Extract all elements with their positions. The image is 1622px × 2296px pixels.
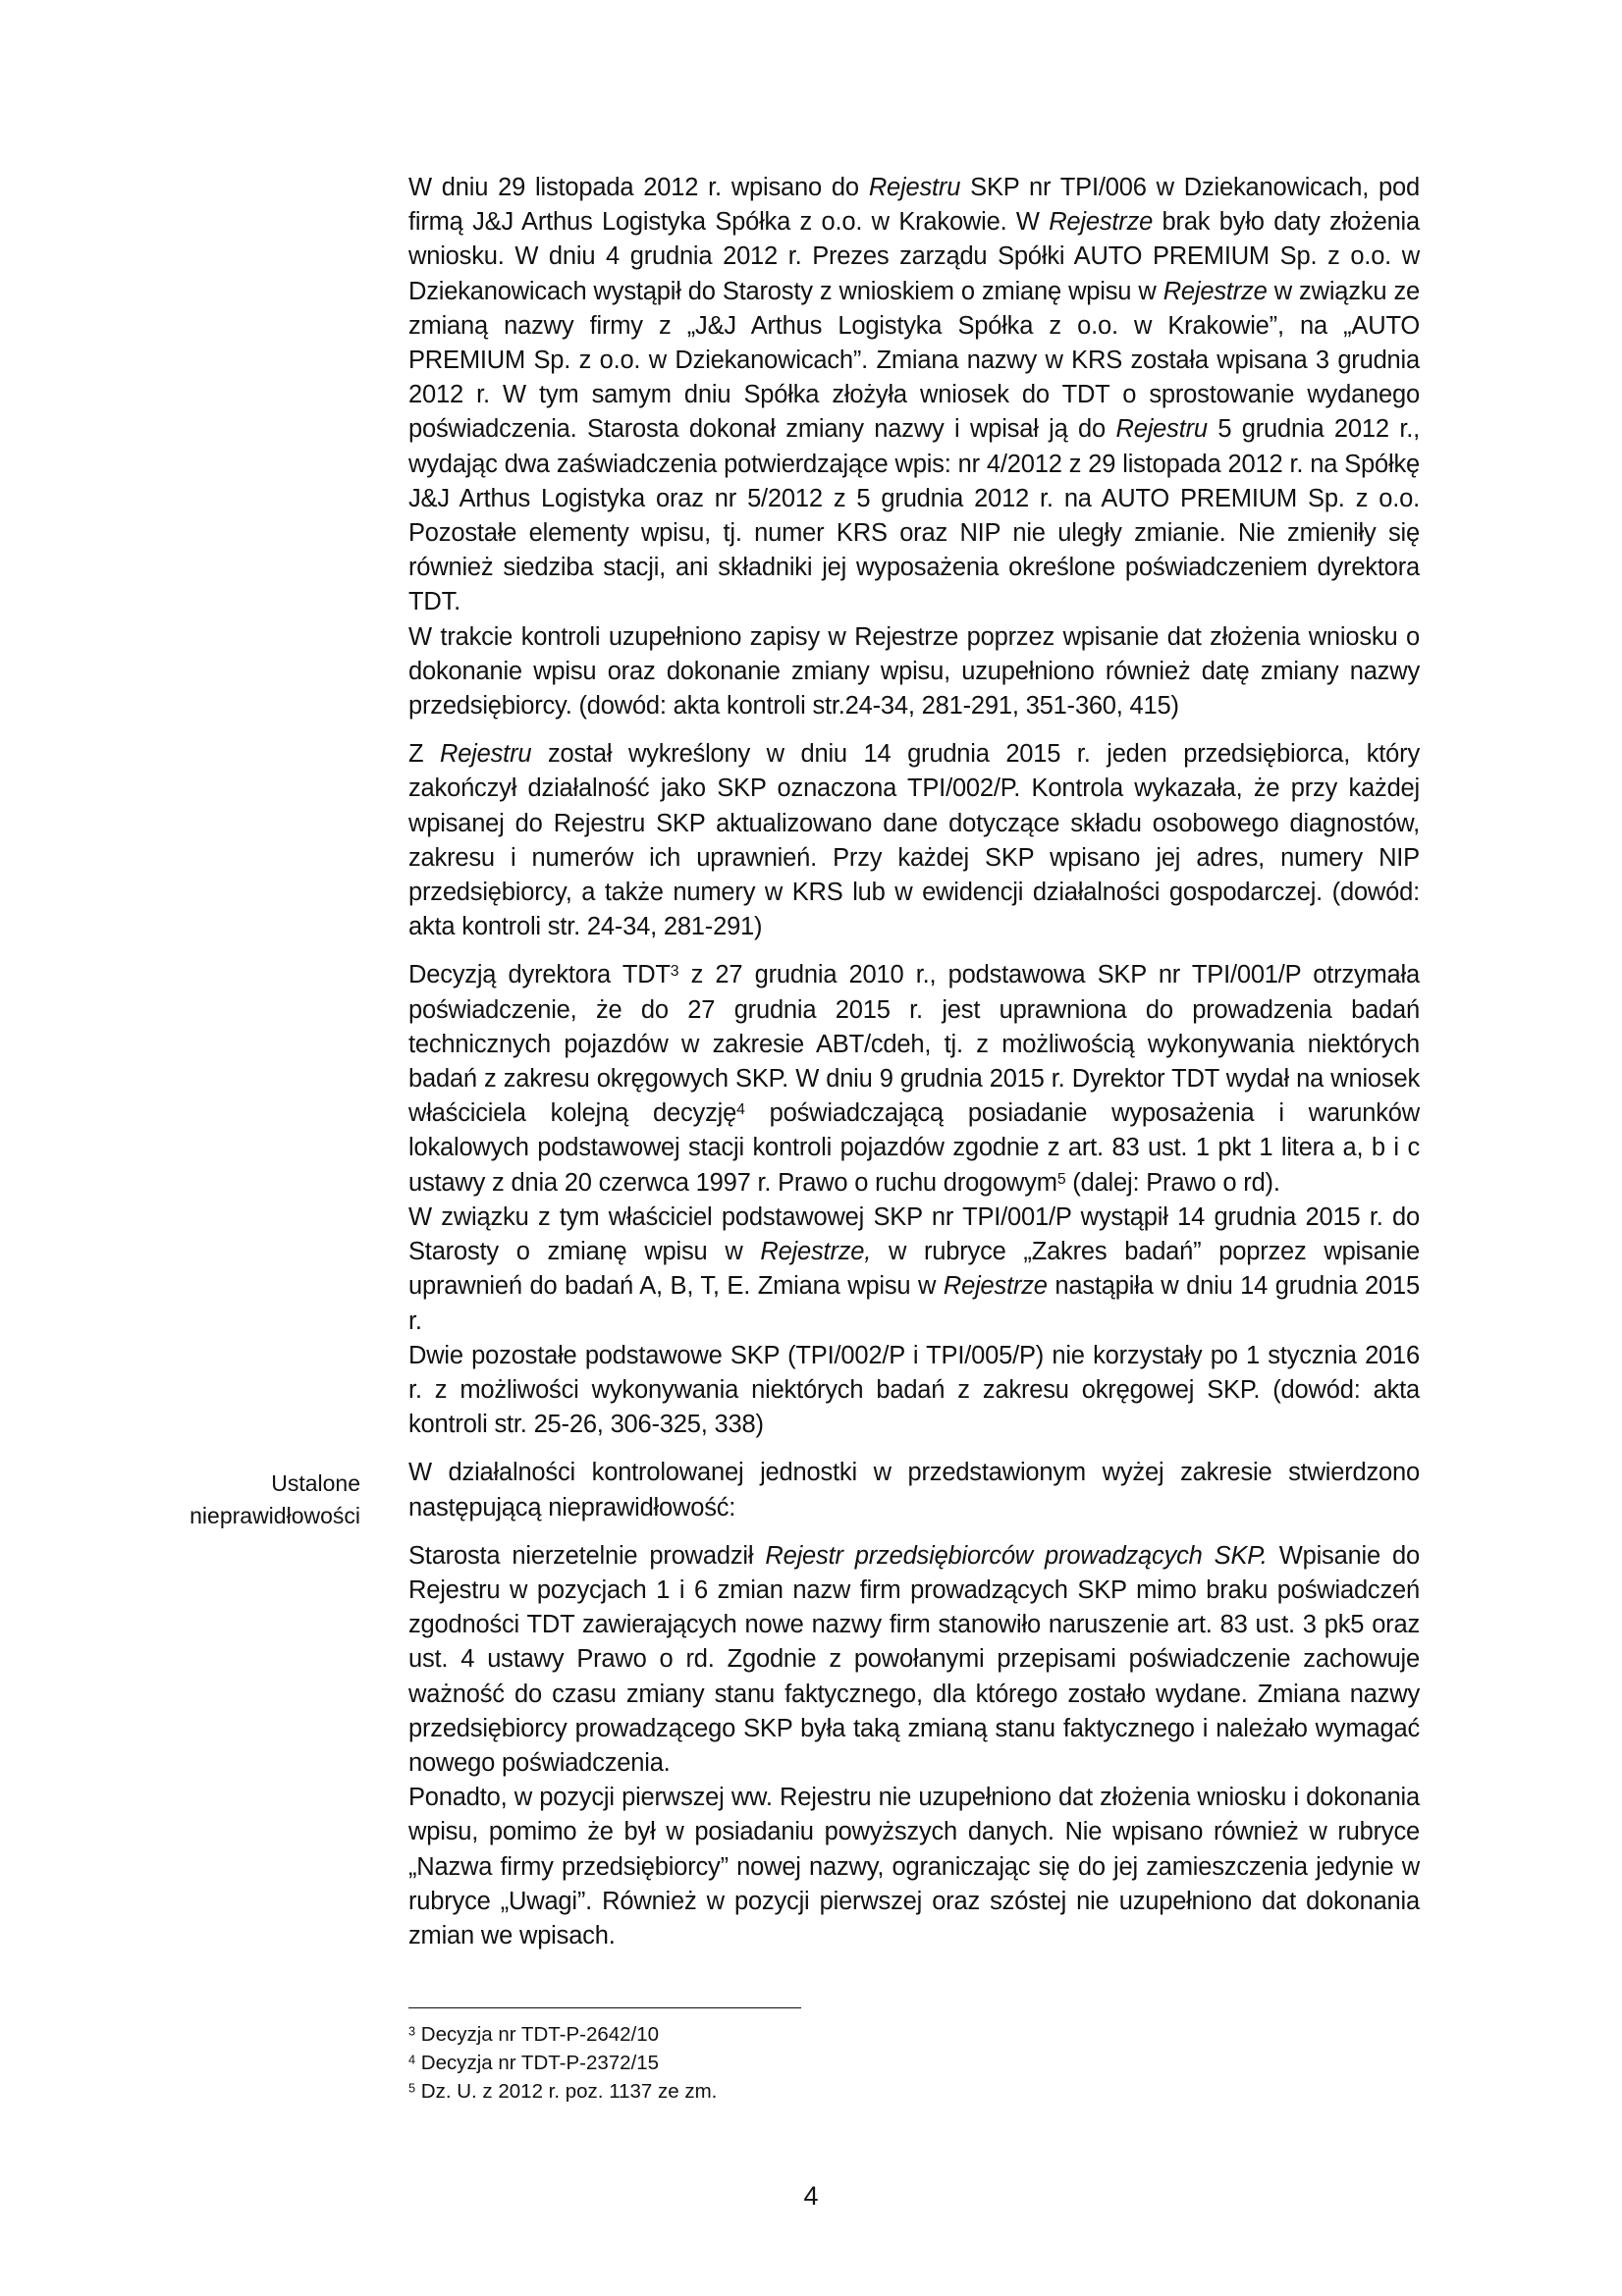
text-run: Decyzją dyrektora TDT (408, 961, 671, 989)
footnotes (408, 2020, 1194, 2106)
text-run: (dalej: Prawo o rd). (1065, 1168, 1280, 1197)
footnote-ref-4: 4 (736, 1101, 745, 1119)
side-heading-line: nieprawidłowości (189, 1503, 360, 1528)
italic-term: Rejestrze (1049, 208, 1154, 237)
text-run: Starosta nierzetelnie prowadził (408, 1541, 766, 1570)
paragraph-finding-additional: Ponadto, w pozycji pierwszej ww. Rejestru nie uzupełniono dat złożenia wniosku i dokonania wpisu, pomimo że był w posiadaniu powyższych danych. Nie wpisano również w rubryce „Nazwa firmy przedsiębiorcy” nowej nazwy, ograniczając się do jej zamieszczenia jedynie w rubryce „Uwagi”. Również w pozycji pierwszej oraz szóstej nie uzupełniono dat dokonania zmian we wpisach. (408, 1784, 1420, 1949)
footnote-text: Decyzja nr TDT-P-2642/10 (415, 2023, 660, 2046)
text-run: brak było daty złożenia wniosku. W dniu 4 grudnia 2012 r. Prezes zarządu Spółki AUTO PREMIUM Sp. z o.o. w Dziekanowicach wystąpił do Starosty z wnioskiem o zmianę wpisu w (408, 208, 1420, 305)
italic-term: Rejestrze (943, 1272, 1048, 1301)
text-run: 5 grudnia 2012 r., wydając dwa zaświadczenia potwierdzające wpis: nr 4/2012 z 29 listopada 2012 r. na Spółkę J&J Arthus Logistyka oraz nr 5/2012 z 5 grudnia 2012 r. na AUTO PREMIUM Sp. z o.o. Pozostałe elementy wpisu, tj. numer KRS oraz NIP nie uległy zmianie. Nie zmieniły się również siedziba stacji, ani składniki jej wyposażenia określone poświadczeniem dyrektora TDT. (408, 415, 1420, 616)
footnote-ref-3: 3 (670, 963, 679, 981)
italic-term: Rejestru (868, 174, 961, 201)
side-heading (105, 1468, 360, 1532)
text-run: W związku z tym właściciel podstawowej SKP nr TPI/001/P wystąpił 14 grudnia 2015 r. do Starosty o zmianę wpisu w (408, 1202, 1420, 1266)
paragraph-finding-detail (408, 1539, 1420, 1781)
footnote-5 (408, 2077, 1194, 2106)
side-heading-line: Ustalone (271, 1470, 360, 1496)
paragraph-tdt-decision (408, 958, 1420, 1200)
footnote-ref-5: 5 (1056, 1170, 1066, 1188)
text-run: W dniu 29 listopada 2012 r. wpisano do (408, 174, 869, 201)
text-run: nastąpiła w dniu 14 grudnia 2015 r. (408, 1272, 1420, 1335)
paragraph-registry-name-change (408, 171, 1420, 620)
text-run: w związku ze zmianą nazwy firmy z „J&J Arthus Logistyka Spółka z o.o. w Krakowie”, na „AUTO PREMIUM Sp. z o.o. w Dziekanowicach”. Zmiana nazwy w KRS została wpisana 3 grudnia 2012 r. W tym samym dniu Spółka złożyła wniosek do TDT o sprostowanie wydanego poświadczenia. Starosta dokonał zmiany nazwy i wpisał ją do (408, 277, 1420, 444)
paragraph-finding-intro: W działalności kontrolowanej jednostki w przedstawionym wyżej zakresie stwierdzono następującą nieprawidłowość: (408, 1459, 1420, 1522)
page-number: 4 (803, 2181, 819, 2211)
footnote-4 (408, 2049, 1194, 2077)
text-run: został wykreślony w dniu 14 grudnia 2015 r. jeden przedsiębiorca, który zakończył działalność jako SKP oznaczona TPI/002/P. Kontrola wykazała, że przy każdej wpisanej do Rejestru SKP aktualizowano dane dotyczące składu osobowego diagnostów, zakresu i numerów ich uprawnień. Przy każdej SKP wpisano jej adres, numery NIP przedsiębiorcy, a także numery w KRS lub w ewidencji działalności gospodarczej. (dowód: akta kontroli str. 24-34, 281-291) (408, 740, 1420, 941)
footnote-text: Dz. U. z 2012 r. poz. 1137 ze zm. (415, 2080, 718, 2103)
italic-term: Rejestrze, (760, 1238, 872, 1266)
text-run: Z (408, 740, 440, 769)
paragraph-other-stations: Dwie pozostałe podstawowe SKP (TPI/002/P i TPI/005/P) nie korzystały po 1 stycznia 2016 r. z możliwości wykonywania niektórych badań z zakresu okręgowej SKP. (dowód: akta kontroli str. 25-26, 306-325, 338) (408, 1341, 1420, 1439)
paragraph-control-supplement: W trakcie kontroli uzupełniono zapisy w Rejestrze poprzez wpisanie dat złożenia wniosku o dokonanie wpisu oraz dokonanie zmiany wpisu, uzupełniono również datę zmiany nazwy przedsiębiorcy. (dowód: akta kontroli str.24-34, 281-291, 351-360, 415) (408, 622, 1420, 721)
italic-term: Rejestru (439, 740, 532, 769)
text-run: z 27 grudnia 2010 r., podstawowa SKP nr TPI/001/P otrzymała poświadczenie, że do 27 grudnia 2015 r. jest uprawniona do prowadzenia badań technicznych pojazdów w zakresie ABT/cdeh, tj. z możliwością wykonywania niektórych badań z zakresu okręgowych SKP. W dniu 9 grudnia 2015 r. Dyrektor TDT wydał na wniosek właściciela kolejną decyzję (408, 961, 1420, 1128)
text-run: w rubryce „Zakres badań” poprzez wpisanie uprawnień do badań A, B, T, E. Zmiana wpisu w (408, 1238, 1420, 1301)
footnote-number: 5 (408, 2080, 416, 2096)
footnote-separator (408, 2007, 801, 2008)
italic-term: Rejestrze (1162, 277, 1268, 305)
text-run: Wpisanie do Rejestru w pozycjach 1 i 6 zmian nazw firm prowadzących SKP mimo braku poświadczeń zgodności TDT zawierających nowe nazwy firm stanowiło naruszenie art. 83 ust. 3 pk5 oraz ust. 4 ustawy Prawo o rd. Zgodnie z powołanymi przepisami poświadczenie zachowuje ważność do czasu zmiany stanu faktycznego, dla którego zostało wydane. Zmiana nazwy przedsiębiorcy prowadzącego SKP była taką zmianą stanu faktycznego i należało wymagać nowego poświadczenia. (408, 1541, 1420, 1777)
paragraph-entry-change (408, 1201, 1420, 1339)
footnote-text: Decyzja nr TDT-P-2372/15 (415, 2052, 660, 2074)
footnote-number: 3 (408, 2023, 416, 2039)
text-run: SKP nr TPI/006 w Dziekanowicach, pod firmą J&J Arthus Logistyka Spółka z o.o. w Krakowie. W (408, 174, 1421, 237)
footnote-3 (408, 2020, 1194, 2049)
main-text (408, 171, 1420, 1953)
italic-term: Rejestr przedsiębiorców prowadzących SKP. (765, 1541, 1268, 1570)
italic-term: Rejestru (1115, 415, 1208, 444)
footnote-number: 4 (408, 2052, 416, 2067)
paragraph-registry-deletion (408, 737, 1420, 944)
text-run: poświadczającą posiadanie wyposażenia i warunków lokalowych podstawowej stacji kontroli pojazdów zgodnie z art. 83 ust. 1 pkt 1 litera a, b i c ustawy z dnia 20 czerwca 1997 r. Prawo o ruchu drogowym (408, 1099, 1420, 1197)
